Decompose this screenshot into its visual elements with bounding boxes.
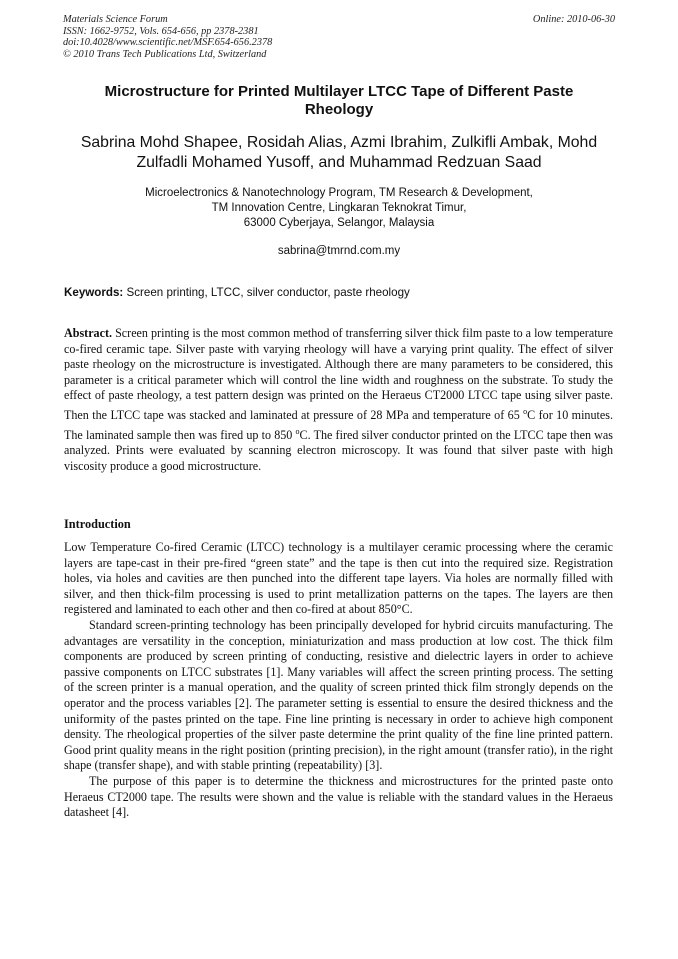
abstract [64,326,613,474]
affiliation [62,186,616,231]
abstract-label: Abstract. [64,326,113,340]
paragraph: The purpose of this paper is to determine the thickness and microstructures for the printed paste onto Heraeus CT2000 tape. The results were shown and the value is reliable with the standard values in the Heraeus datasheet [4]. [64,773,613,820]
affiliation-line-3: 63000 Cyberjaya, Selangor, Malaysia [243,217,435,229]
keywords [64,285,614,300]
copyright-line: © 2010 Trans Tech Publications Ltd, Switzerland [63,48,267,60]
section-heading-introduction: Introduction [64,517,131,531]
keywords-label: Keywords: [64,286,124,299]
degree-superscript: o [523,406,528,416]
abstract-text-2: C for 10 minutes. The laminated sample then was fired up to 850 [64,408,613,442]
affiliation-line-1: Microelectronics & Nanotechnology Program, TM Research & Development, [145,187,533,199]
degree-superscript: o [295,426,300,436]
author-email[interactable]: sabrina@tmrnd.com.my [277,245,401,257]
online-date: Online: 2010-06-30 [532,14,615,25]
journal-header [63,14,272,60]
introduction-body [64,540,613,821]
author-list: Sabrina Mohd Shapee, Rosidah Alias, Azmi Ibrahim, Zulkifli Ambak, Mohd Zulfadli Mohamed Yusoff, and Muhammad Redzuan Saad [80,134,598,171]
paragraph: Low Temperature Co-fired Ceramic (LTCC) technology is a multilayer ceramic processing where the ceramic layers are tape-cast in their pre-fired “green state” and the tape is then cut into the required size. Registration holes, via holes and cavities are then punched into the different tape layers. Via holes are normally filled with silver, and then thick-film processing is used to print metallization patterns on the tapes. The layers are then registered and laminated to each other and then co-fired at about 850°C. [64,540,613,617]
keywords-text: Screen printing, LTCC, silver conductor, paste rheology [123,286,410,299]
issn-line: ISSN: 1662-9752, Vols. 654-656, pp 2378-2381 [63,25,259,37]
paper-title: Microstructure for Printed Multilayer LTCC Tape of Different Paste Rheology [104,83,574,118]
journal-name: Materials Science Forum [63,14,168,25]
paragraph: Standard screen-printing technology has been principally developed for hybrid circuits manufacturing. The advantages are versatility in the conception, miniaturization and mass production at low cost. The thick film components are produced by screen printing of conducting, resistive and dielectric layers in order to achieve passive components on LTCC substrates [1]. Many variables will affect the screen printing process. The setting of the screen printer is a manual operation, and the quality of screen printed thick film strongly depends on the operator and the process variables [2]. The parameter setting is essential to ensure the desired thickness and the uniformity of the pastes printed on the tape. Fine line printing is necessary in order to achieve high component density. The rheological properties of the silver paste determine the print quality of the fine line printed pattern. Good print quality means in the right position (printing precision), in the right amount (transfer ratio), in the right shape (transfer shape), and with stable printing (repeatability) [3]. [64,617,613,773]
abstract-text-1: Screen printing is the most common method of transferring silver thick film paste to a low temperature co-fired ceramic tape. Silver paste with varying rheology will have a varying print quality. The effect of silver paste rheology on the microstructure is investigated. Although there are many parameters to be considered, this parameter is a critical parameter which will control the line width and roughness on the substrate. To study the effect of paste rheology, a test pattern design was printed on the Heraeus CT2000 LTCC tape using silver paste. Then the LTCC tape was stacked and laminated at pressure of 28 MPa and temperature of 65 [64,326,613,422]
affiliation-line-2: TM Innovation Centre, Lingkaran Teknokrat Timur, [211,202,467,214]
abstract-text-3: C. The fired silver conductor printed on the LTCC tape then was analyzed. Prints were evaluated by scanning electron microscopy. It was found that silver paste with high viscosity produce a good microstructure. [64,427,613,473]
doi-line[interactable]: doi:10.4028/www.scientific.net/MSF.654-656.2378 [63,37,273,49]
